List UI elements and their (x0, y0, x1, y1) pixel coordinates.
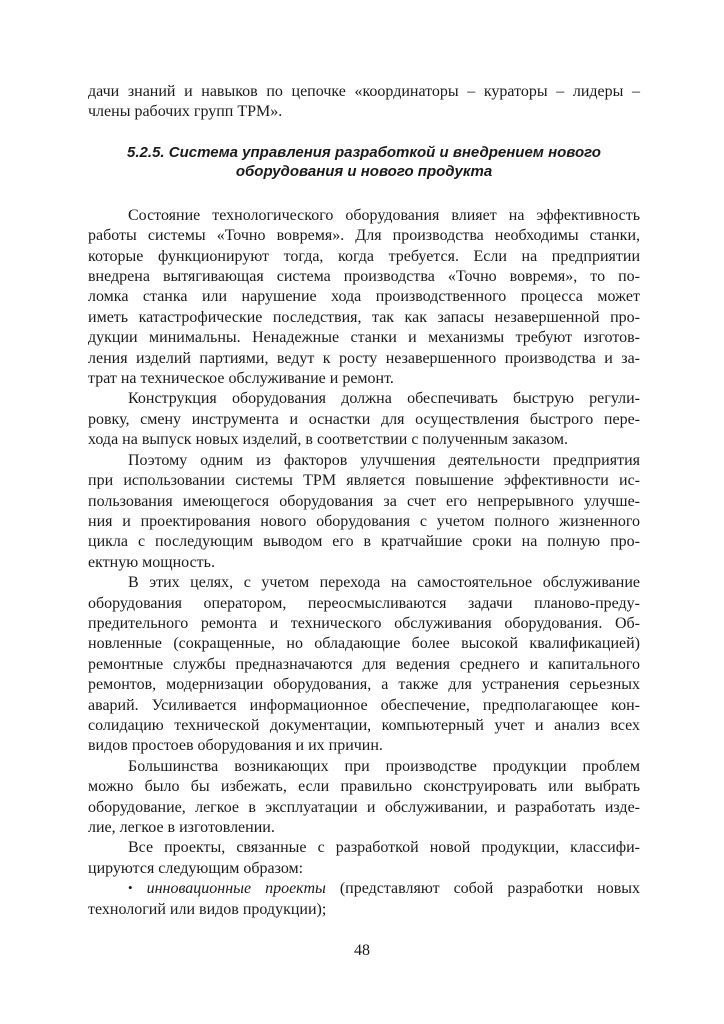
text-line: цируются следующим образом: (88, 859, 304, 877)
text-line: иметь катастрофические последствия, так как запасы незавершенной про- (88, 308, 640, 326)
text-line: Поэтому одним из факторов улучшения деятельности предприятия (128, 451, 640, 469)
text-line: аварий. Усиливается информационное обеспечение, предполагающее кон- (88, 696, 640, 714)
bullet-icon: • (128, 880, 133, 896)
text-line: работы системы «Точно вовремя». Для производства необходимы станки, (88, 227, 640, 245)
bullet-list-item (88, 879, 640, 920)
section-heading (88, 143, 640, 181)
text-line: ния и проектирования нового оборудования с учетом полного жизненного (88, 512, 640, 530)
text-line: можно было бы избежать, если правильно сконструировать или выбрать (88, 778, 640, 796)
text-line: ровку, смену инструмента и оснастки для осуществления быстрого пере- (88, 410, 640, 428)
text-line: трат на техническое обслуживание и ремонт. (88, 370, 394, 388)
section-heading-line-2: оборудования и нового продукта (235, 162, 493, 180)
text-line: технологий или видов продукции); (88, 900, 327, 918)
text-line: пользования имеющегося оборудования за счет его непрерывного улучше- (88, 492, 640, 510)
page-body (88, 82, 640, 920)
text-line: ломка станка или нарушение хода производственного процесса может (88, 288, 640, 306)
text-line: Состояние технологического оборудования влияет на эффективность (128, 206, 640, 224)
text-line: хода на выпуск новых изделий, в соответствии с полученным заказом. (88, 431, 569, 449)
text-line: лие, легкое в изготовлении. (88, 819, 275, 836)
text-line: солидацию технической документации, компьютерный учет и анализ всех (88, 716, 640, 734)
text-line: которые функционируют тогда, когда требуется. Если на предприятии (88, 247, 640, 265)
text-line: члены рабочих групп TPM». (88, 103, 283, 121)
text-line: В этих целях, с учетом перехода на самостоятельное обслуживание (128, 574, 640, 592)
paragraph (88, 206, 640, 390)
bullet-text: (представляют собой разработки новых (325, 880, 640, 898)
text-line: Большинства возникающих при производстве продукции проблем (128, 757, 640, 775)
paragraph (88, 451, 640, 573)
paragraph (88, 389, 640, 450)
text-line: Все проекты, связанные с разработкой новой продукции, классифи- (128, 839, 640, 857)
text-line: видов простоев оборудования и их причин. (88, 737, 383, 755)
page-number: 48 (354, 942, 370, 959)
section-heading-line-1: 5.2.5. Система управления разработкой и внедрением нового (127, 143, 601, 161)
bullet-line (88, 879, 640, 899)
text-line: цикла с последующим выводом его в кратчайшие сроки на полную про- (88, 533, 640, 551)
text-line: ремонтные службы предназначаются для ведения среднего и капитального (88, 655, 640, 673)
text-line: предительного ремонта и технического обслуживания оборудования. Об- (88, 614, 640, 632)
text-line: оборудования оператором, переосмысливаются задачи планово-преду- (88, 594, 640, 612)
paragraph (88, 757, 640, 839)
text-line: дукции минимальны. Ненадежные станки и механизмы требуют изготов- (88, 329, 640, 347)
text-line: дачи знаний и навыков по цепочке «координаторы – кураторы – лидеры – (88, 83, 640, 100)
intro-paragraph (88, 82, 640, 123)
paragraph (88, 838, 640, 879)
text-line: ления изделий партиями, ведут к росту незавершенного производства и за- (88, 349, 640, 367)
text-line: ремонтов, модернизации оборудования, а также для устранения серьезных (88, 676, 640, 694)
text-line: при использовании системы TPM является повышение эффективности ис- (88, 472, 640, 490)
paragraph (88, 573, 640, 757)
bullet-term: инновационные проекты (146, 880, 326, 898)
text-line: оборудование, легкое в эксплуатации и обслуживании, и разработать изде- (88, 798, 640, 816)
text-line: новленные (сокращенные, но обладающие более высокой квалификацией) (88, 635, 640, 653)
text-line: внедрена вытягивающая система производства «Точно вовремя», то по- (88, 268, 640, 286)
text-line: ектную мощность. (88, 553, 215, 571)
text-line: Конструкция оборудования должна обеспечивать быструю регули- (128, 390, 640, 408)
